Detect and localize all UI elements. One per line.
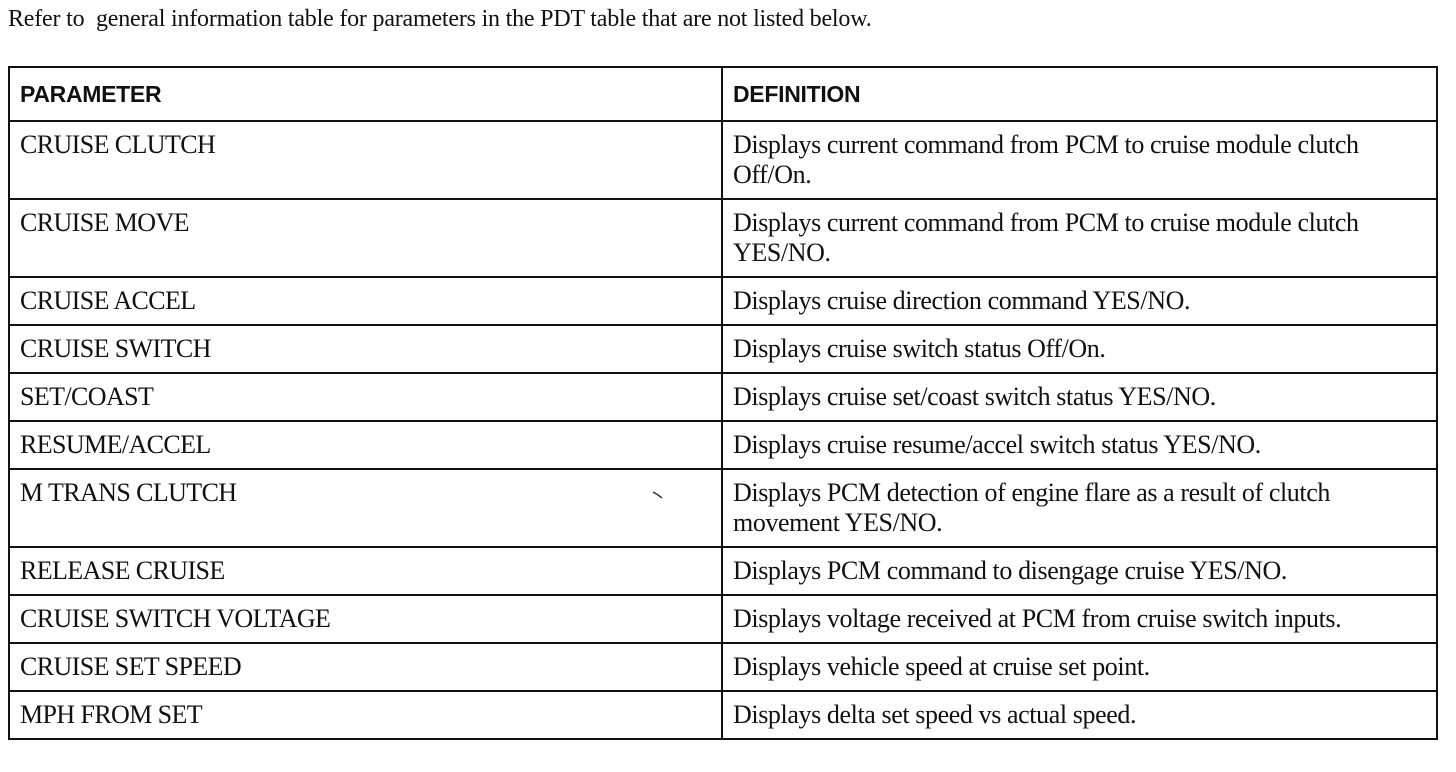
parameter-cell: CRUISE SWITCH [9,325,722,373]
table-row [9,421,1437,469]
definition-cell: Displays PCM detection of engine flare as a result of clutch movement YES/NO. [722,469,1437,547]
table-row [9,469,1437,547]
scan-speck-mark [652,491,664,499]
definition-cell: Displays current command from PCM to cruise module clutch Off/On. [722,121,1437,199]
parameter-cell: SET/COAST [9,373,722,421]
definition-cell: Displays current command from PCM to cruise module clutch YES/NO. [722,199,1437,277]
parameter-cell: CRUISE SWITCH VOLTAGE [9,595,722,643]
definition-cell: Displays voltage received at PCM from cruise switch inputs. [722,595,1437,643]
definition-cell: Displays cruise direction command YES/NO. [722,277,1437,325]
parameter-cell: CRUISE ACCEL [9,277,722,325]
definition-column-header: DEFINITION [722,67,1437,121]
parameter-cell: RELEASE CRUISE [9,547,722,595]
definition-cell: Displays vehicle speed at cruise set point. [722,643,1437,691]
definition-cell: Displays cruise switch status Off/On. [722,325,1437,373]
definition-cell: Displays cruise set/coast switch status YES/NO. [722,373,1437,421]
table-row [9,121,1437,199]
parameter-cell: M TRANS CLUTCH [9,469,722,547]
parameter-cell: CRUISE MOVE [9,199,722,277]
table-header-row [9,67,1437,121]
definition-cell: Displays delta set speed vs actual speed. [722,691,1437,739]
parameter-cell: CRUISE SET SPEED [9,643,722,691]
table-row [9,643,1437,691]
parameter-cell: RESUME/ACCEL [9,421,722,469]
table-row [9,325,1437,373]
definition-cell: Displays cruise resume/accel switch status YES/NO. [722,421,1437,469]
table-row [9,691,1437,739]
table-row [9,199,1437,277]
parameter-column-header: PARAMETER [9,67,722,121]
table-row [9,595,1437,643]
parameter-cell: MPH FROM SET [9,691,722,739]
parameter-cell: CRUISE CLUTCH [9,121,722,199]
table-row [9,547,1437,595]
definition-cell: Displays PCM command to disengage cruise YES/NO. [722,547,1437,595]
table-row [9,277,1437,325]
intro-text: Refer to general information table for parameters in the PDT table that are not listed below. [8,6,872,32]
pdt-parameter-table [8,66,1438,740]
table-row [9,373,1437,421]
